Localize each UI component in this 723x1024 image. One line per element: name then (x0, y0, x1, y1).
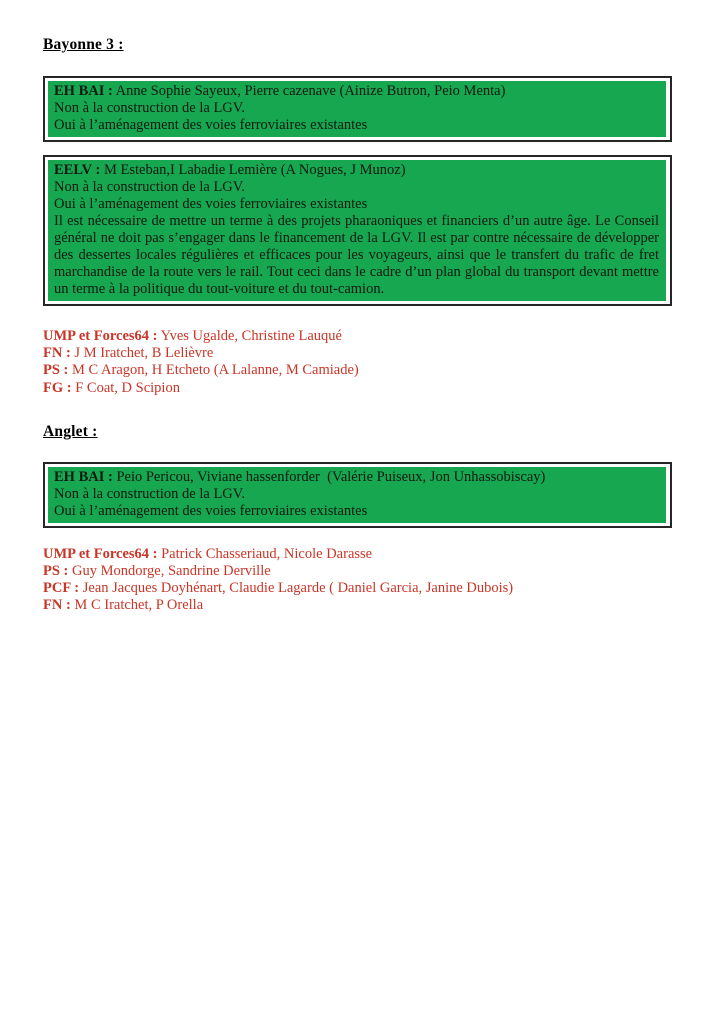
members-text: J M Iratchet, B Lelièvre (70, 345, 214, 362)
position-line: Non à la construction de la LGV. (54, 100, 246, 116)
red-list-item (43, 563, 672, 580)
statement-paragraph: Il est nécessaire de mettre un terme à des projets pharaoniques et financiers d’un autre âge. Le Conseil général ne doit pas s’engager dans le financement de la LGV. Il est par contre nécessaire de développer des dessertes locales régulières et efficaces pour les voyageurs, ainsi que le transfert du trafic de fret marchandise de la route vers le rail. Tout ceci dans le cadre d’un plan global du transport devant mettre un terme à la politique du tout-voiture et du tout-camion. (54, 213, 659, 297)
party-members-line (54, 162, 659, 179)
party-label: EH BAI : (54, 468, 113, 485)
red-list-item (43, 362, 672, 379)
party-members-line (54, 469, 659, 486)
position-line: Non à la construction de la LGV. (54, 485, 246, 502)
party-label: EELV : (54, 162, 101, 178)
red-list-item (43, 380, 672, 397)
red-list-item (43, 345, 672, 362)
party-label: PCF : (43, 580, 80, 597)
party-label: UMP et Forces64 : (43, 328, 158, 344)
red-list-item (43, 580, 672, 597)
party-label: PS : (43, 362, 69, 379)
party-members-line (54, 83, 659, 100)
party-box-ehbai-bayonne (43, 76, 672, 142)
members-text: Anne Sophie Sayeux, Pierre cazenave (Ainize Butron, Peio Menta) (112, 83, 506, 99)
party-box-content (48, 81, 666, 137)
party-box-ehbai-anglet (43, 462, 672, 528)
position-line: Non à la construction de la LGV. (54, 179, 246, 195)
position-line: Oui à l’aménagement des voies ferroviaires existantes (54, 117, 368, 133)
members-text: M C Aragon, H Etcheto (A Lalanne, M Camiade) (68, 362, 359, 379)
party-box-eelv-bayonne (43, 155, 672, 306)
party-box-content (48, 467, 666, 523)
red-list-item (43, 328, 672, 345)
members-text: Jean Jacques Doyhénart, Claudie Lagarde ( Daniel Garcia, Janine Dubois) (79, 580, 514, 597)
party-label: FN : (43, 345, 71, 362)
red-list-item (43, 597, 672, 614)
members-text: M Esteban,I Labadie Lemière (A Nogues, J Munoz) (100, 162, 406, 178)
red-party-list-anglet (43, 546, 672, 615)
section-heading-bayonne3: Bayonne 3 : (43, 36, 124, 53)
members-text: Guy Mondorge, Sandrine Derville (68, 563, 271, 580)
party-box-content (48, 160, 666, 301)
party-label: PS : (43, 563, 69, 580)
members-text: F Coat, D Scipion (71, 379, 180, 396)
party-label: EH BAI : (54, 83, 113, 99)
red-party-list-bayonne (43, 328, 672, 397)
position-line: Oui à l’aménagement des voies ferroviaires existantes (54, 502, 368, 519)
members-text: Peio Pericou, Viviane hassenforder (Valérie Puiseux, Jon Unhassobiscay) (112, 468, 546, 485)
members-text: Patrick Chasseriaud, Nicole Darasse (157, 545, 373, 562)
party-label: FN : (43, 597, 71, 614)
members-text: Yves Ugalde, Christine Lauqué (157, 328, 342, 344)
party-label: FG : (43, 379, 72, 396)
red-list-item (43, 546, 672, 563)
position-line: Oui à l’aménagement des voies ferroviaires existantes (54, 196, 368, 212)
members-text: M C Iratchet, P Orella (70, 597, 204, 614)
section-heading-anglet: Anglet : (43, 422, 98, 440)
party-label: UMP et Forces64 : (43, 545, 158, 562)
